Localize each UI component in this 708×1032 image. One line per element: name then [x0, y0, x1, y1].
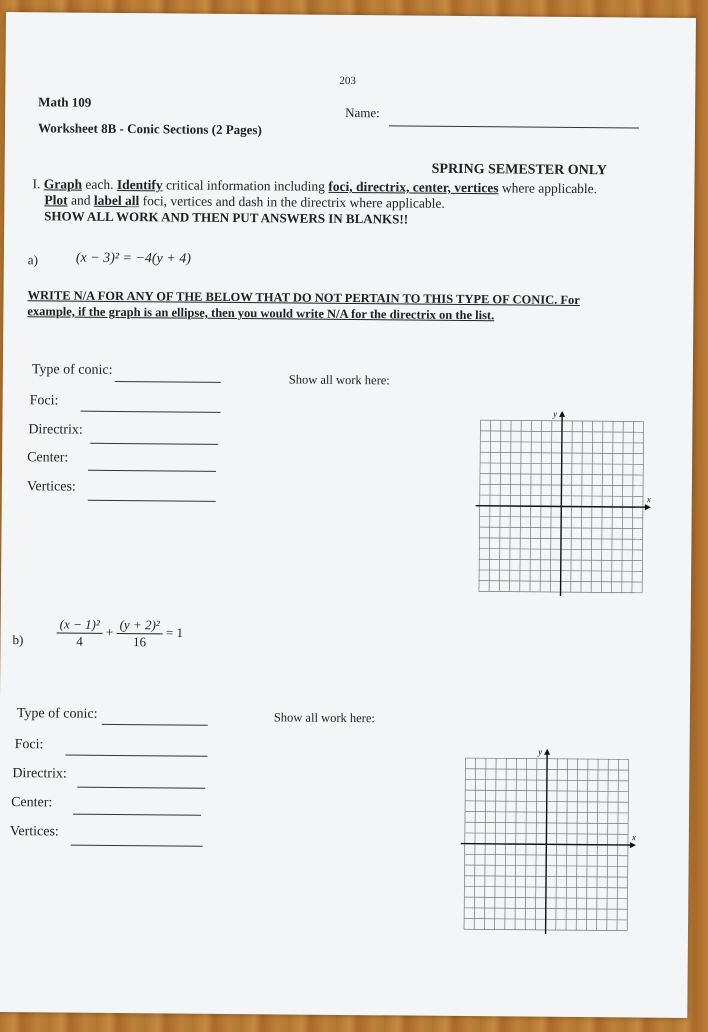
name-label: Name:	[345, 104, 380, 121]
y-axis-arrow	[559, 411, 565, 417]
y-axis	[546, 751, 548, 934]
a-vertices-blank[interactable]	[88, 500, 216, 502]
b-foci-blank[interactable]	[66, 755, 208, 757]
a-graph-grid[interactable]	[473, 406, 655, 598]
instructions-line-1: I. Graph each. Identify critical information including foci, directrix, center, vertices where applicable.	[32, 176, 598, 197]
x-axis-label: x	[631, 832, 637, 843]
b-vertices-blank[interactable]	[71, 845, 203, 847]
b-foci-label: Foci:	[14, 737, 44, 753]
b-directrix-blank[interactable]	[77, 787, 205, 789]
x-axis-label: x	[646, 494, 652, 505]
b-fraction-2: $\frac{\text{(y + 2)²}}{16}$	[116, 617, 162, 650]
na-note-line-1: WRITE N/A FOR ANY OF THE BELOW THAT DO NOT PERTAIN TO THIS TYPE OF CONIC. For	[27, 288, 580, 308]
x-axis-arrow	[630, 842, 636, 848]
b-work-label: Show all work here:	[273, 710, 375, 726]
y-axis-label: y	[538, 746, 543, 757]
name-blank[interactable]	[389, 125, 639, 128]
a-vertices-label: Vertices:	[26, 479, 76, 495]
a-center-label: Center:	[27, 450, 69, 466]
semester-note: SPRING SEMESTER ONLY	[431, 161, 608, 179]
a-type-blank[interactable]	[115, 381, 221, 383]
problem-b-equation: $\frac{\text{(x − 1)²}}{4}$ + $\frac{\text{(y + 2)²}}{16}$ = 1	[56, 616, 183, 650]
b-type-label: Type of conic:	[16, 706, 98, 722]
b-fraction-1: $\frac{\text{(x − 1)²}}{4}$	[56, 616, 102, 649]
problem-a-label: a)	[27, 252, 39, 268]
b-directrix-label: Directrix:	[12, 766, 67, 782]
a-work-label: Show all work here:	[288, 372, 390, 388]
a-directrix-blank[interactable]	[90, 443, 218, 445]
worksheet-page	[0, 12, 696, 1018]
y-axis-arrow	[544, 749, 550, 755]
b-graph-grid[interactable]	[458, 744, 640, 938]
b-center-label: Center:	[11, 795, 53, 811]
b-vertices-label: Vertices:	[9, 824, 59, 840]
a-type-label: Type of conic:	[31, 362, 113, 378]
a-directrix-label: Directrix:	[28, 422, 83, 438]
x-axis-arrow	[645, 504, 651, 510]
course-title: Math 109	[38, 94, 92, 110]
b-type-blank[interactable]	[102, 724, 208, 726]
b-center-blank[interactable]	[73, 814, 201, 816]
y-axis	[561, 413, 563, 596]
y-axis-label: y	[553, 408, 558, 419]
a-foci-blank[interactable]	[81, 411, 221, 413]
na-note-line-2: example, if the graph is an ellipse, then you would write N/A for the directrix on the list.	[27, 304, 495, 323]
page-number: 203	[339, 74, 356, 88]
instructions-line-2: Plot and label all foci, vertices and dash in the directrix where applicable.	[44, 192, 445, 211]
problem-a-equation: (x − 3)² = −4(y + 4)	[75, 250, 191, 267]
a-center-blank[interactable]	[88, 470, 216, 472]
instructions-line-3: SHOW ALL WORK AND THEN PUT ANSWERS IN BLANKS!!	[44, 208, 409, 227]
x-axis	[476, 506, 649, 508]
a-foci-label: Foci:	[29, 393, 59, 409]
x-axis	[461, 844, 634, 846]
worksheet-title: Worksheet 8B - Conic Sections (2 Pages)	[37, 120, 262, 138]
problem-b-label: b)	[12, 632, 24, 648]
